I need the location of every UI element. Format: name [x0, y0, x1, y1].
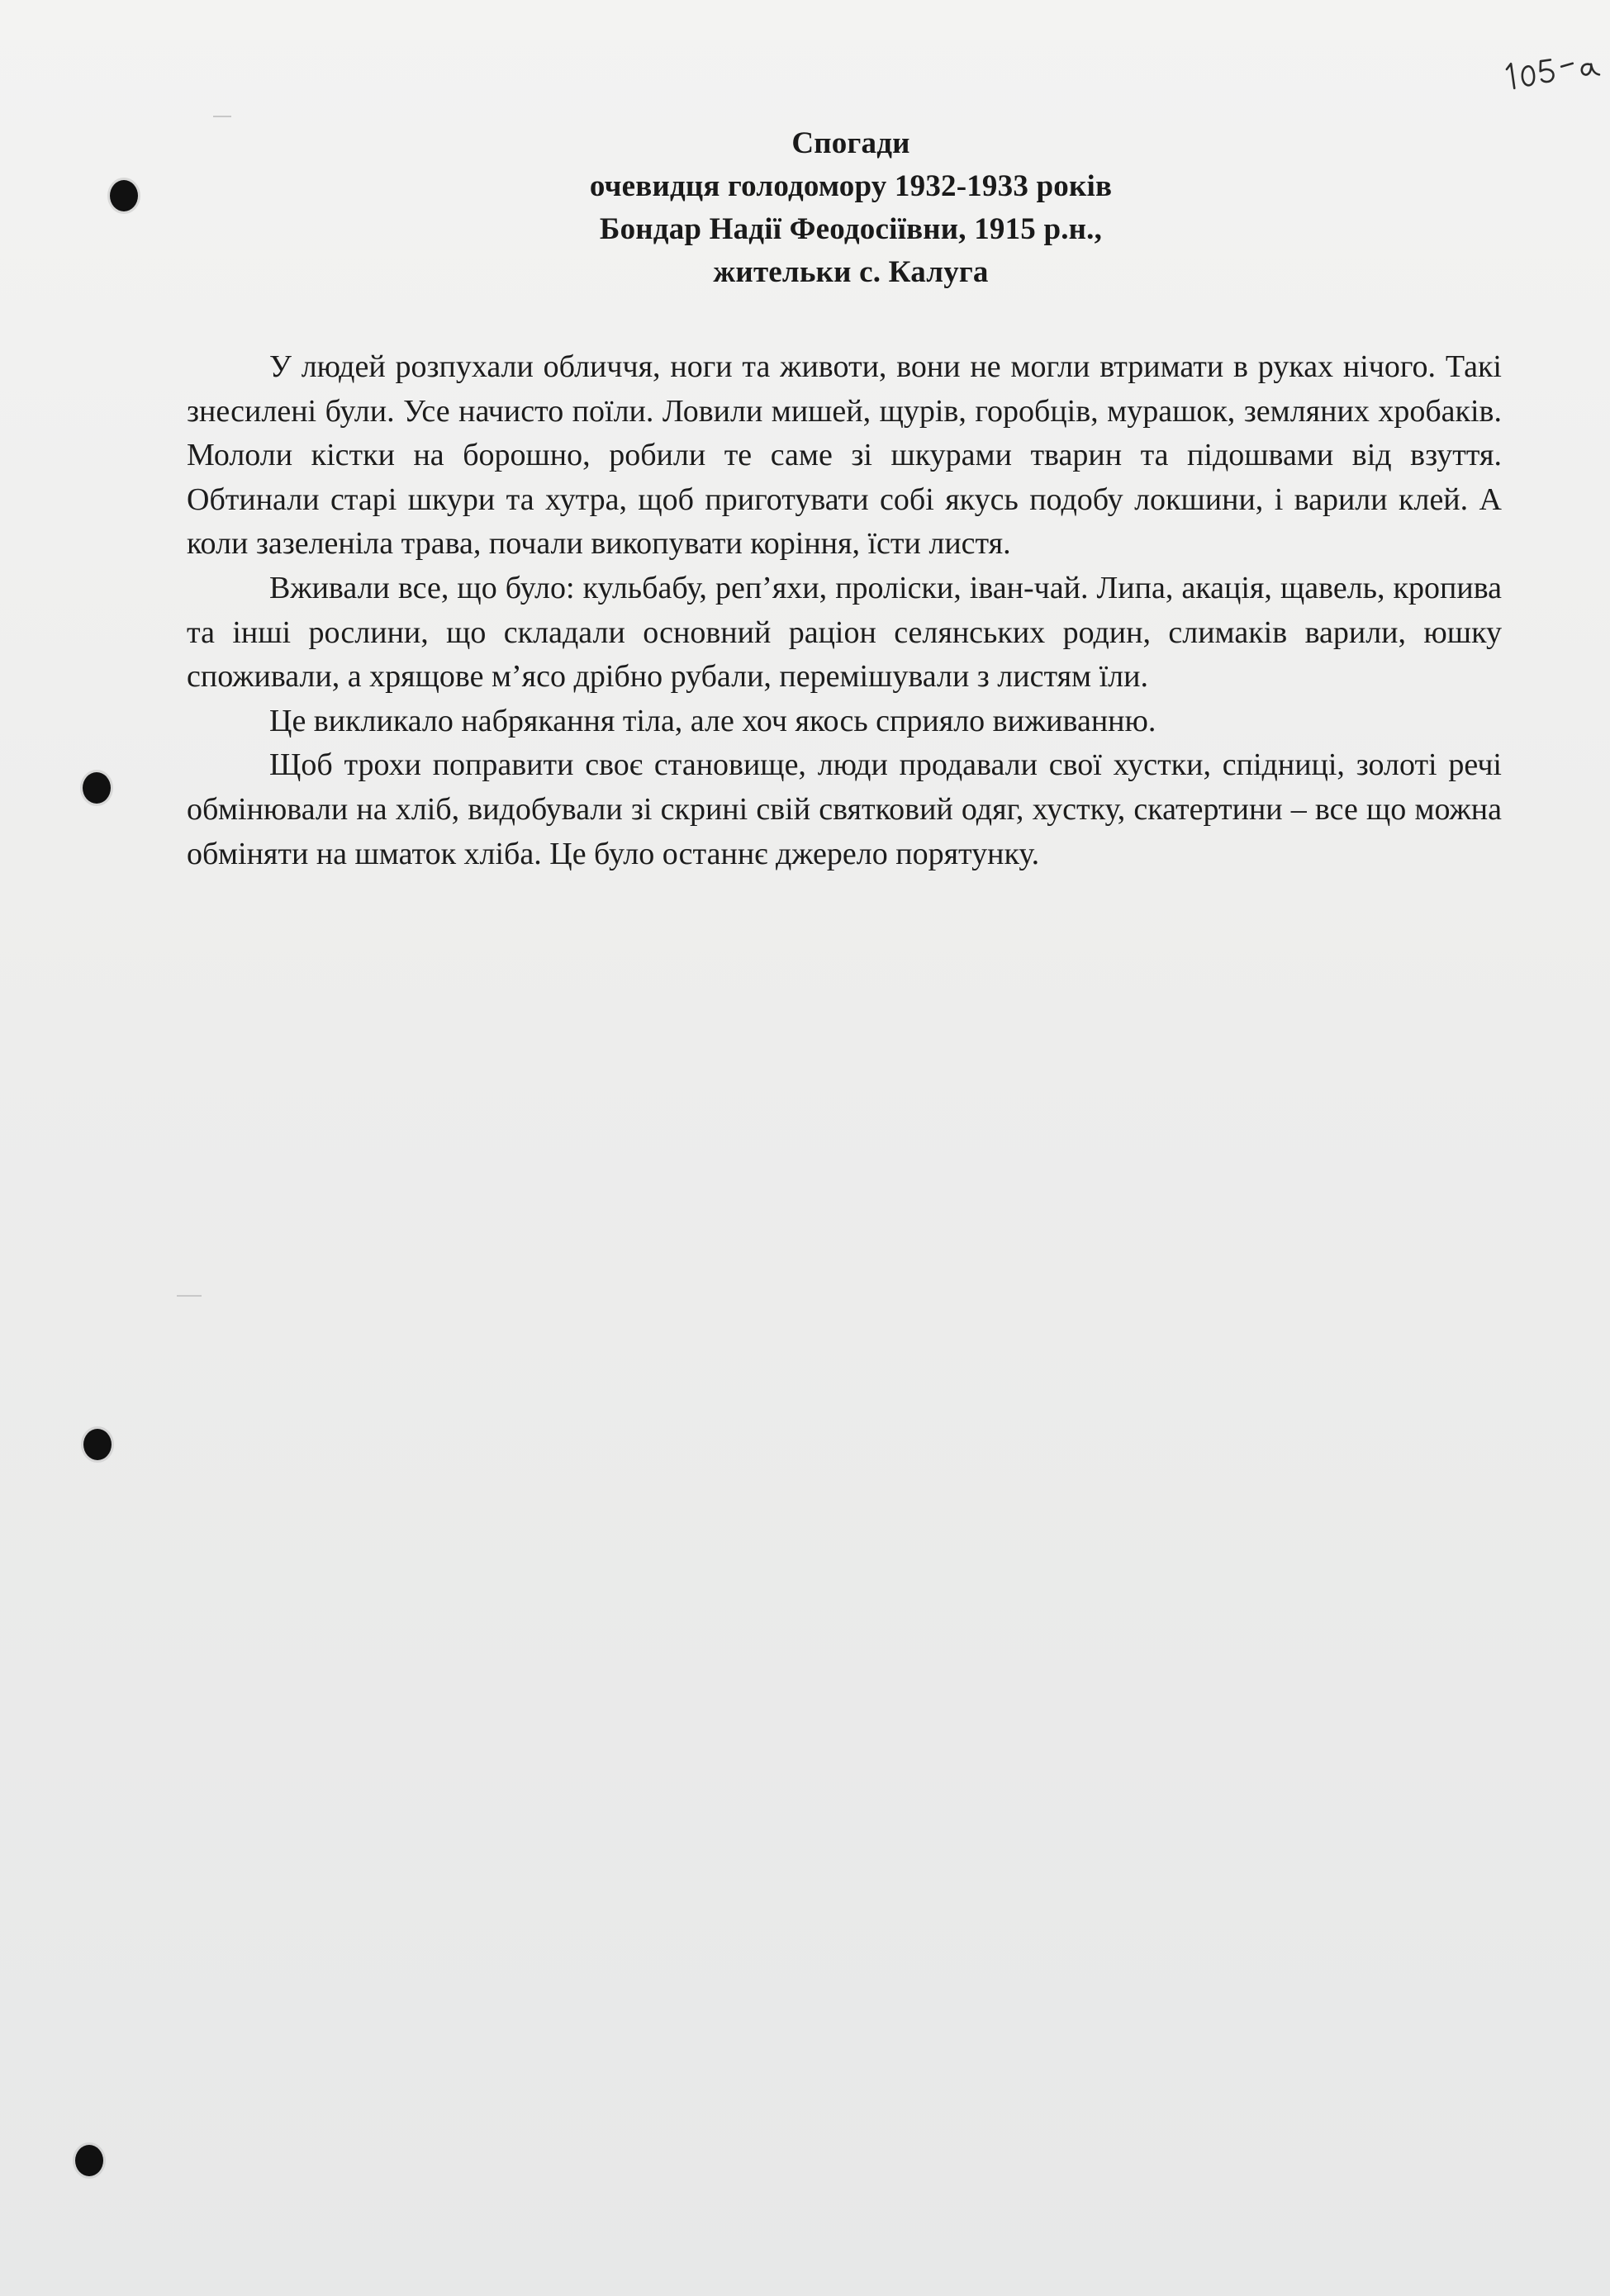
binder-hole [110, 180, 138, 211]
scan-speck [177, 1295, 202, 1297]
paragraph: Вживали все, що було: кульбабу, реп’яхи, проліски, іван-чай. Липа, акація, щавель, кропива та інші рослини, що складали основний раціон селянських родин, слимаків варили, юшку споживали, а хрящове м’ясо дрібно рубали, перемішували з листям їли. [187, 570, 1502, 695]
binder-hole [75, 2145, 103, 2176]
header-residence: жительки с. Калуга [713, 255, 989, 289]
paragraph: У людей розпухали обличчя, ноги та животи, вони не могли втримати в руках нічого. Такі знесилені були. Усе начисто поїли. Ловили мишей, щурів, горобців, мурашок, земляних хробаків. Мололи кістки на борошно, робили те саме зі шкурами тварин та підошвами від взуття. Обтинали старі шкури та хутра, щоб приготувати собі якусь подобу локшини, і варили клей. А коли зазеленіла трава, почали викопувати коріння, їсти листя. [187, 349, 1502, 562]
header-name: Бондар Надії Феодосіївни, 1915 р.н., [599, 212, 1103, 246]
paragraph: Щоб трохи поправити своє становище, люди продавали свої хустки, спідниці, золоті речі обмінювали на хліб, видобували зі скрині свій святковий одяг, хустку, скатертини – все що можна обміняти на шматок хліба. Це було останнє джерело порятунку. [187, 747, 1502, 871]
paragraph: Це викликало набрякання тіла, але хоч якось сприяло виживанню. [269, 703, 1156, 738]
document-body [187, 345, 1502, 876]
binder-hole [83, 1429, 112, 1460]
page-number-handwriting [1496, 24, 1610, 96]
binder-hole [83, 772, 111, 804]
header-title: Спогади [791, 126, 910, 160]
document-header [413, 122, 1289, 294]
handwritten-page-number [1496, 24, 1610, 96]
header-subtitle: очевидця голодомору 1932-1933 років [589, 169, 1113, 203]
scan-speck [213, 116, 231, 117]
